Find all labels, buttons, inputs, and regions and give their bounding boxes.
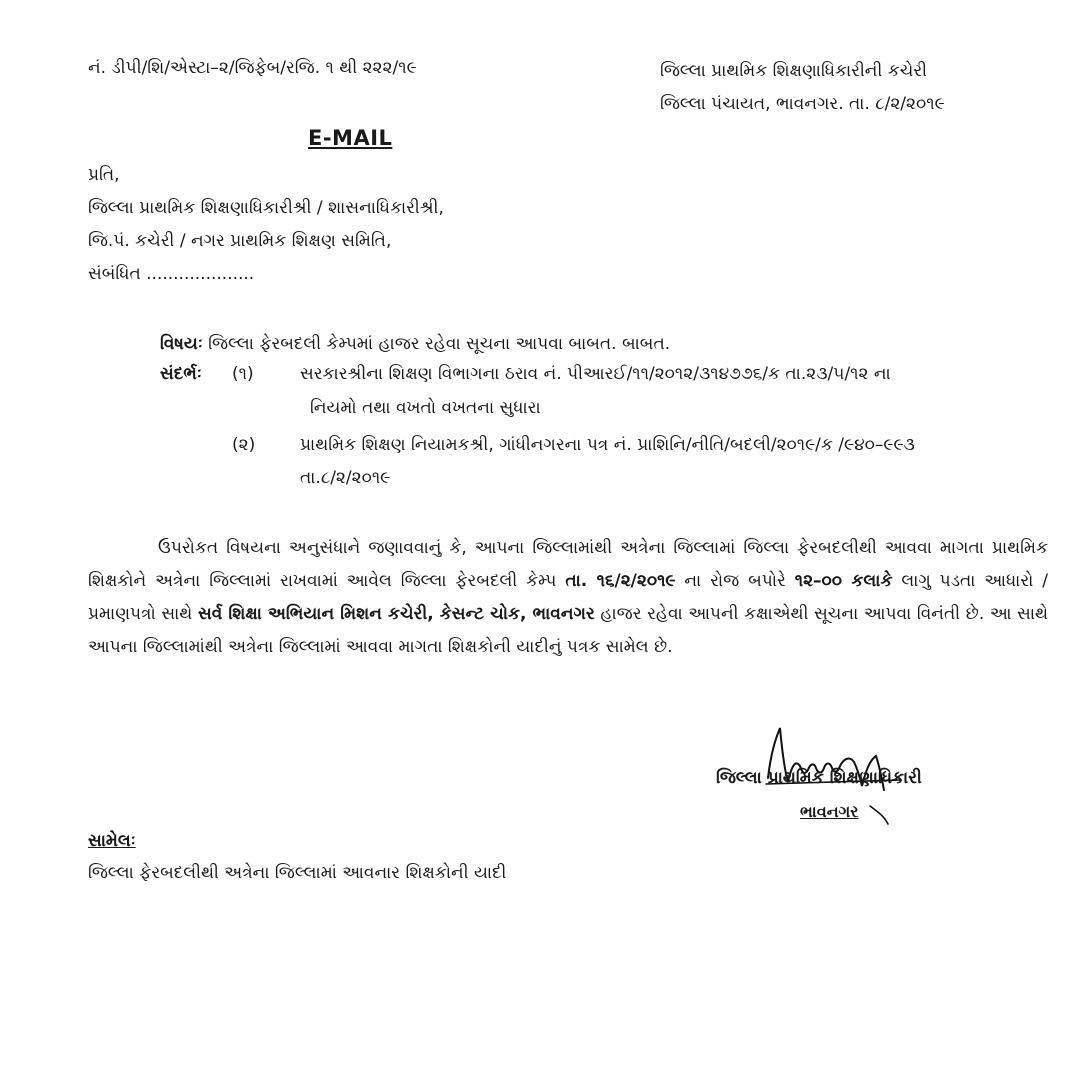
camp-venue: સર્વ શિક્ષા અભિયાન મિશન કચેરી, કેસન્ટ ચોક, ભાવનગર xyxy=(197,604,595,624)
body-part-2: ના રોજ બપોરે xyxy=(684,571,786,591)
reference-label: સંદર્ભઃ xyxy=(160,364,202,384)
camp-time: ૧૨–૦૦ કલાકે xyxy=(794,571,893,591)
recipient-line-3: સંબંધિત .................... xyxy=(88,264,255,284)
reference-number-2: (૨) xyxy=(232,435,256,455)
reference-number-1: (૧) xyxy=(232,364,254,384)
recipient-line-2: જિ.પં. કચેરી / નગર પ્રાથમિક શિક્ષણ સમિતિ, xyxy=(88,231,392,251)
body-part-3: લાગુ પડતા આધારો / પ્રમાણપત્રો સાથે xyxy=(88,571,1048,624)
reference-1-line-2: નિયમો તથા વખતો વખતના સુધારા xyxy=(310,398,541,418)
recipient-salutation: પ્રતિ, xyxy=(88,165,120,185)
document-title: E-MAIL xyxy=(308,126,393,150)
body-part-1: ઉપરોકત વિષયના અનુસંધાને જણાવવાનું કે, આપના જિલ્લામાંથી અત્રેના જિલ્લામાં જિલ્લા ફેરબદલીથી આવવા માગતા પ્રાથમિક શિક્ષકોને અત્રેના જિલ્લામાં રાખવામાં આવેલ જિલ્લા ફેરબદલી કેમ્પ xyxy=(88,538,1048,591)
enclosure-heading: સામેલઃ xyxy=(88,831,136,851)
reference-1-line-1: સરકારશ્રીના શિક્ષણ વિભાગના ઠરાવ નં. પીઆરઈ/૧૧/૨૦૧૨/૩૧૪૭૭૬/ક તા.૨૩/૫/૧૨ ના xyxy=(300,364,891,384)
signature-block xyxy=(710,720,1000,830)
office-name: જિલ્લા પ્રાથમિક શિક્ષણાધિકારીની કચેરી xyxy=(660,61,927,81)
reference-2-line-1: પ્રાથમિક શિક્ષણ નિયામકશ્રી, ગાંધીનગરના પત્ર નં. પ્રાશિનિ/નીતિ/બદલી/૨૦૧૯/ક /૯૪૦–૯૯૩ xyxy=(300,435,915,455)
reference-2-line-2: તા.૮/૨/૨૦૧૯ xyxy=(300,468,391,488)
office-address-date: જિલ્લા પંચાયત, ભાવનગર. તા. ૮/૨/૨૦૧૯ xyxy=(660,94,945,114)
signatory-title: જિલ્લા પ્રાથમિક શિક્ષણાધિકારી xyxy=(716,768,922,788)
subject-label: વિષયઃ xyxy=(160,334,203,354)
enclosure-item: જિલ્લા ફેરબદલીથી અત્રેના જિલ્લામાં આવનાર શિક્ષકોની યાદી xyxy=(88,863,507,883)
subject-line xyxy=(160,333,670,355)
reference-number: નં. ડીપી/શિ/એસ્ટા–૨/જિફેબ/રજિ. ૧ થી ૨૨૨/૧૯ xyxy=(88,58,417,78)
recipient-line-1: જિલ્લા પ્રાથમિક શિક્ષણાધિકારીશ્રી / શાસનાધિકારીશ્રી, xyxy=(88,198,444,218)
subject-text: જિલ્લા ફેરબદલી કેમ્પમાં હાજર રહેવા સૂચના આપવા બાબત. બાબત. xyxy=(208,334,671,354)
body-part-4: હાજર રહેવા આપની કક્ષાએથી સૂચના આપવા વિનંતી છે. આ સાથે આપના જિલ્લામાંથી અત્રેના જિલ્લામાં આવવા માગતા શિક્ષકોની યાદીનું પત્રક સામેલ છે. xyxy=(88,604,1049,657)
body-paragraph xyxy=(88,532,1048,664)
signatory-place: ભાવનગર xyxy=(800,802,859,821)
camp-date: તા. ૧૬/૨/૨૦૧૯ xyxy=(565,571,676,591)
